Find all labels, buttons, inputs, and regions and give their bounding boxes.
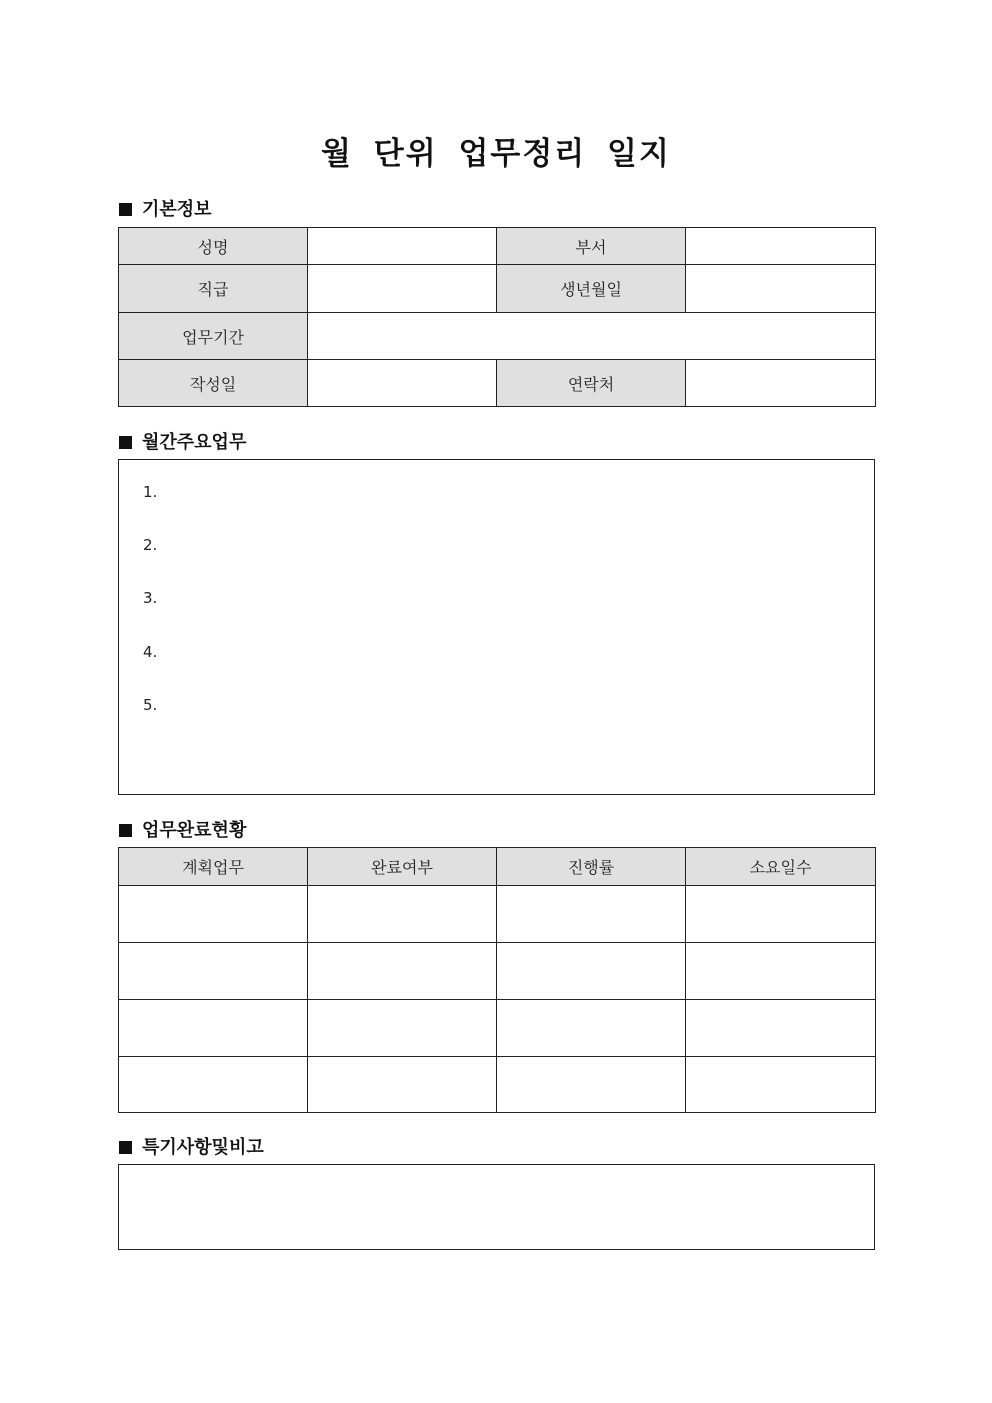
table-row — [119, 943, 876, 1000]
section-square-icon — [119, 203, 132, 216]
department-label: 부서 — [497, 228, 686, 265]
task-item-1: 1. — [143, 483, 158, 501]
planned-task-cell[interactable] — [119, 1057, 308, 1113]
work-period-field[interactable] — [308, 313, 876, 360]
monthly-tasks-heading-label: 월간주요업무 — [142, 432, 247, 453]
days-cell[interactable] — [686, 886, 876, 943]
birthdate-label: 생년월일 — [497, 265, 686, 313]
completion-heading-label: 업무완료현황 — [142, 820, 247, 841]
remarks-heading — [119, 1136, 264, 1160]
name-label: 성명 — [119, 228, 308, 265]
basic-info-table — [118, 227, 876, 407]
contact-label: 연락처 — [497, 360, 686, 407]
completion-heading — [119, 819, 246, 843]
completion-cell[interactable] — [308, 886, 497, 943]
days-cell[interactable] — [686, 1057, 876, 1113]
section-square-icon — [119, 436, 132, 449]
table-row — [119, 1000, 876, 1057]
completion-cell[interactable] — [308, 1057, 497, 1113]
birthdate-field[interactable] — [686, 265, 876, 313]
task-item-5: 5. — [143, 696, 158, 714]
column-header-completion: 완료여부 — [308, 848, 497, 886]
name-field[interactable] — [308, 228, 497, 265]
remarks-box[interactable] — [118, 1164, 875, 1250]
column-header-planned-task: 계획업무 — [119, 848, 308, 886]
completion-cell[interactable] — [308, 943, 497, 1000]
planned-task-cell[interactable] — [119, 1000, 308, 1057]
progress-cell[interactable] — [497, 1057, 686, 1113]
monthly-tasks-box[interactable] — [118, 459, 875, 795]
contact-field[interactable] — [686, 360, 876, 407]
work-period-label: 업무기간 — [119, 313, 308, 360]
remarks-heading-label: 특기사항및비고 — [142, 1137, 264, 1158]
completion-cell[interactable] — [308, 1000, 497, 1057]
table-row — [119, 886, 876, 943]
progress-cell[interactable] — [497, 1000, 686, 1057]
position-label: 직급 — [119, 265, 308, 313]
progress-cell[interactable] — [497, 943, 686, 1000]
column-header-progress: 진행률 — [497, 848, 686, 886]
planned-task-cell[interactable] — [119, 943, 308, 1000]
progress-cell[interactable] — [497, 886, 686, 943]
basic-info-heading — [119, 198, 212, 222]
completion-table — [118, 847, 876, 1113]
table-row — [119, 1057, 876, 1113]
planned-task-cell[interactable] — [119, 886, 308, 943]
written-date-field[interactable] — [308, 360, 497, 407]
position-field[interactable] — [308, 265, 497, 313]
basic-info-heading-label: 기본정보 — [142, 199, 212, 220]
written-date-label: 작성일 — [119, 360, 308, 407]
task-item-3: 3. — [143, 589, 158, 607]
section-square-icon — [119, 1141, 132, 1154]
section-square-icon — [119, 824, 132, 837]
department-field[interactable] — [686, 228, 876, 265]
column-header-days: 소요일수 — [686, 848, 876, 886]
monthly-tasks-heading — [119, 431, 246, 455]
page-title: 월 단위 업무정리 일지 — [321, 136, 671, 172]
days-cell[interactable] — [686, 943, 876, 1000]
days-cell[interactable] — [686, 1000, 876, 1057]
task-item-2: 2. — [143, 536, 158, 554]
task-item-4: 4. — [143, 643, 158, 661]
